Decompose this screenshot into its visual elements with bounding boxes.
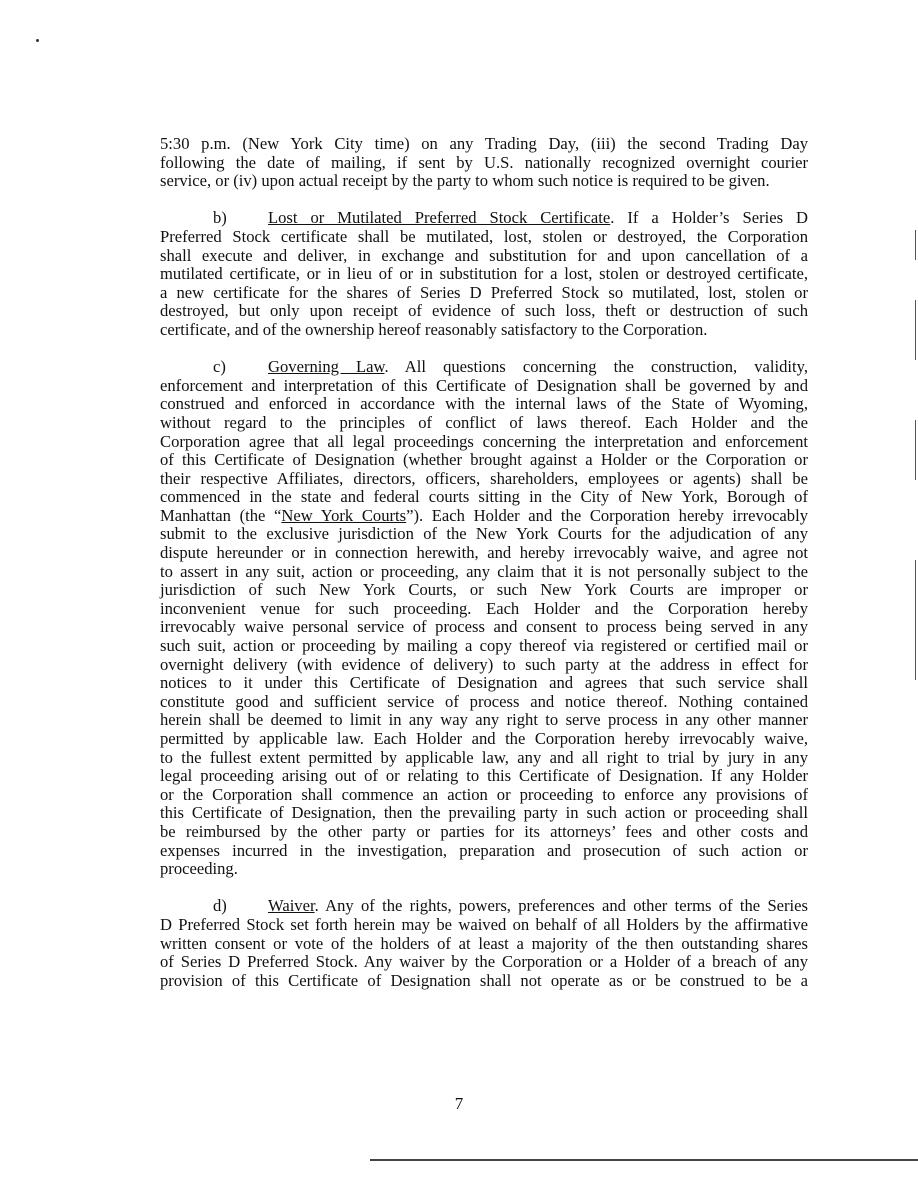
section-heading: Waiver — [268, 896, 315, 916]
section-label: c) — [213, 357, 226, 377]
scan-right-edge — [915, 230, 916, 260]
text-line: irrevocably waive personal service of process and consent to process being served in any — [160, 617, 808, 637]
text-line: without regard to the principles of conflict of laws thereof. Each Holder and the — [160, 412, 808, 432]
scan-right-edge — [915, 300, 916, 360]
text-line: Manhattan (the “New York Courts”). Each Holder and the Corporation hereby irrevocably — [160, 505, 808, 525]
section-label: d) — [213, 896, 227, 916]
text-line: notices to it under this Certificate of Designation and agrees that such service shall — [160, 673, 808, 693]
text-line: following the date of mailing, if sent by U.S. nationally recognized overnight courier — [160, 152, 808, 172]
text-line: commenced in the state and federal courts sitting in the City of New York, Borough of — [160, 487, 808, 507]
first-line-text: Lost or Mutilated Preferred Stock Certificate. If a Holder’s Series D — [268, 208, 808, 228]
text-line: permitted by applicable law. Each Holder and the Corporation hereby irrevocably waive, — [160, 729, 808, 748]
section-heading: Governing Law — [268, 357, 385, 377]
defined-term: New York Courts — [281, 505, 407, 525]
text-line: to the fullest extent permitted by applicable law, any and all right to trial by jury in any — [160, 747, 808, 767]
text-line: jurisdiction of such New York Courts, or such New York Courts are improper or — [160, 580, 808, 600]
text-line: destroyed, but only upon receipt of evidence of such loss, theft or destruction of such — [160, 301, 808, 321]
text-line: Corporation agree that all legal proceedings concerning the interpretation and enforcement — [160, 431, 808, 451]
paragraph-first-line — [160, 209, 808, 228]
paragraph-continuation — [160, 135, 808, 191]
text-line: construed and enforced in accordance with the internal laws of the State of Wyoming, — [160, 394, 808, 414]
text-line: shall execute and deliver, in exchange and substitution for and upon cancellation of a — [160, 245, 808, 265]
text-line: 5:30 p.m. (New York City time) on any Trading Day, (iii) the second Trading Day — [160, 134, 808, 153]
text-line: or the Corporation shall commence an action or proceeding to enforce any provisions of — [160, 784, 808, 804]
text-line: enforcement and interpretation of this Certificate of Designation shall be governed by and — [160, 375, 808, 395]
text-line: inconvenient venue for such proceeding. Each Holder and the Corporation hereby — [160, 598, 808, 618]
text-line: such suit, action or proceeding by mailing a copy thereof via registered or certified mail or — [160, 636, 808, 656]
text-line: a new certificate for the shares of Series D Preferred Stock so mutilated, lost, stolen or — [160, 282, 808, 302]
text-line: D Preferred Stock set forth herein may be waived on behalf of all Holders by the affirmative — [160, 914, 808, 934]
text-line: service, or (iv) upon actual receipt by the party to whom such notice is required to be given. — [160, 171, 770, 191]
text-line: of this Certificate of Designation (whether brought against a Holder or the Corporation or — [160, 450, 808, 470]
paragraph-c — [160, 358, 808, 879]
text-line: be reimbursed by the other party or parties for its attorneys’ fees and other costs and — [160, 821, 808, 841]
paragraph-d — [160, 897, 808, 990]
text-line: provision of this Certificate of Designation shall not operate as or be construed to be a — [160, 970, 808, 990]
text-line: written consent or vote of the holders of at least a majority of the then outstanding shares — [160, 933, 808, 953]
text-line: submit to the exclusive jurisdiction of the New York Courts for the adjudication of any — [160, 524, 808, 544]
paragraph-first-line — [160, 358, 808, 377]
text-line: this Certificate of Designation, then the prevailing party in such action or proceeding shall — [160, 803, 808, 823]
text-line: Preferred Stock certificate shall be mutilated, lost, stolen or destroyed, the Corporation — [160, 226, 808, 246]
text-line: herein shall be deemed to limit in any way any right to serve process in any other manner — [160, 710, 808, 730]
text-line: to assert in any suit, action or proceeding, any claim that it is not personally subject to the — [160, 561, 808, 581]
text-line: of Series D Preferred Stock. Any waiver by the Corporation or a Holder of a breach of any — [160, 952, 808, 972]
document-body — [160, 135, 808, 1009]
scan-bottom-edge — [370, 1159, 918, 1161]
section-label: b) — [213, 208, 227, 228]
scan-right-edge — [915, 420, 916, 480]
text-line: mutilated certificate, or in lieu of or in substitution for a lost, stolen or destroyed certificate, — [160, 264, 808, 284]
scan-speck — [36, 39, 39, 42]
text-line: their respective Affiliates, directors, officers, shareholders, employees or agents) shall be — [160, 468, 808, 488]
scan-right-edge — [915, 560, 916, 680]
paragraph-first-line — [160, 897, 808, 916]
text-line: legal proceeding arising out of or relating to this Certificate of Designation. If any Holder — [160, 766, 808, 786]
paragraph-b — [160, 209, 808, 339]
section-heading: Lost or Mutilated Preferred Stock Certificate — [268, 208, 611, 228]
first-line-text: Governing Law. All questions concerning the construction, validity, — [268, 357, 809, 377]
text-line: dispute hereunder or in connection herewith, and hereby irrevocably waive, and agree not — [160, 543, 808, 563]
text-line: constitute good and sufficient service of process and notice thereof. Nothing contained — [160, 691, 808, 711]
text-line: expenses incurred in the investigation, preparation and prosecution of such action or — [160, 840, 808, 860]
page-number: 7 — [454, 1094, 464, 1113]
text-line: overnight delivery (with evidence of delivery) to such party at the address in effect for — [160, 654, 808, 674]
text-line: proceeding. — [160, 859, 238, 879]
first-line-text: Waiver. Any of the rights, powers, preferences and other terms of the Series — [268, 896, 808, 916]
text-line: certificate, and of the ownership hereof reasonably satisfactory to the Corporation. — [160, 319, 708, 339]
